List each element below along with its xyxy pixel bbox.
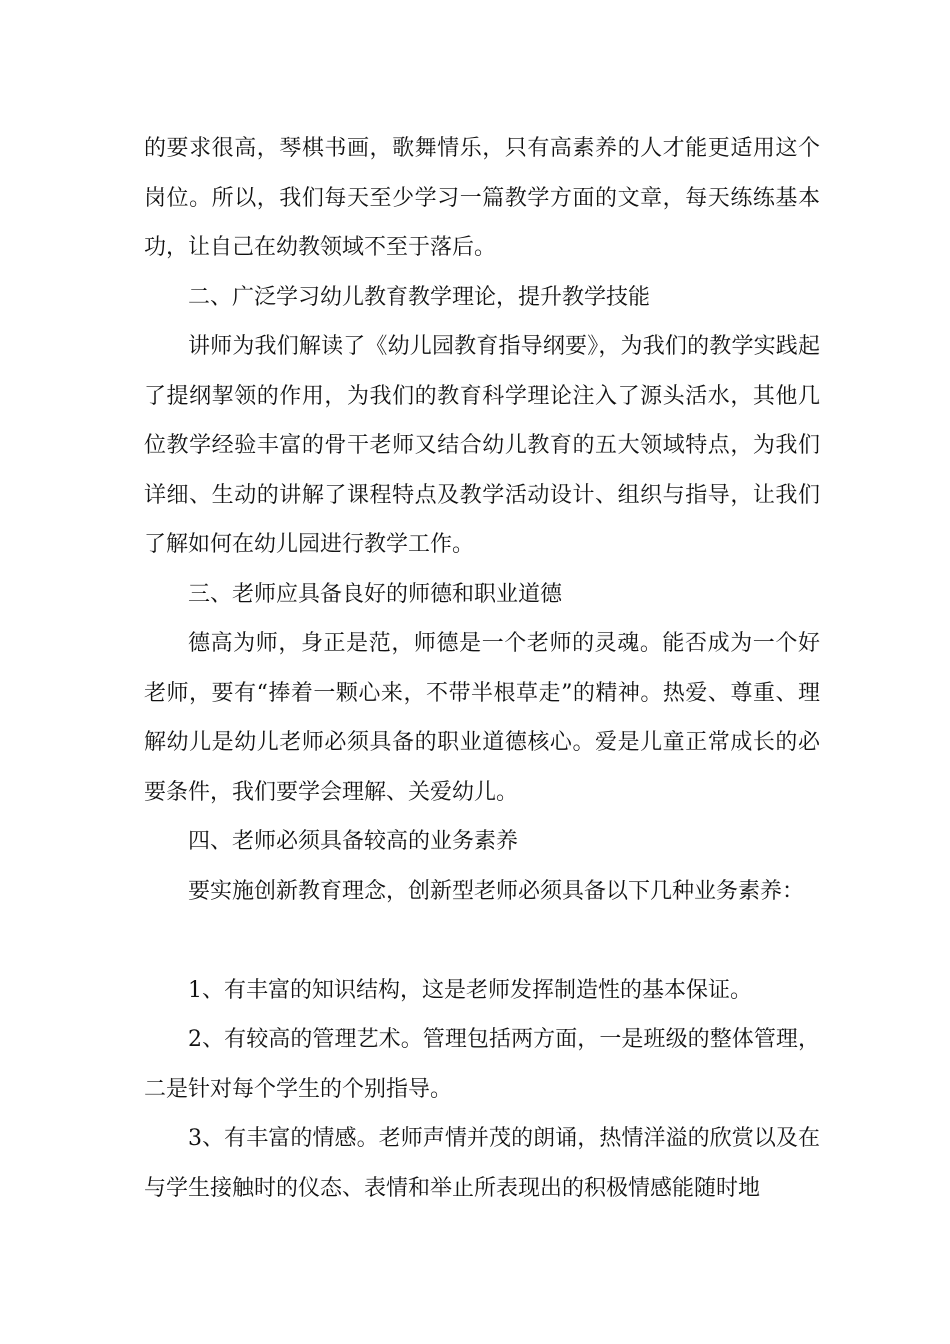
list-item-emotion: 3、有丰富的情感。老师声情并茂的朗诵，热情洋溢的欣赏以及在与学生接触时的仪态、表情和举止所表现出的积极情感能随时地 [144, 1126, 820, 1201]
paragraph-teacher-ethics: 德高为师，身正是范，师德是一个老师的灵魂。能否成为一个好老师，要有“捧着一颗心来，不带半根草走”的精神。热爱、尊重、理解幼儿是幼儿老师必须具备的职业道德核心。爱是儿童正常成长的必要条件，我们要学会理解、关爱幼儿。 [144, 631, 820, 805]
list-item-knowledge: 1、有丰富的知识结构，这是老师发挥制造性的基本保证。 [188, 977, 752, 1003]
paragraph-teaching-theory: 讲师为我们解读了《幼儿园教育指导纲要》，为我们的教学实践起了提纲挈领的作用，为我们的教育科学理论注入了源头活水，其他几位教学经验丰富的骨干老师又结合幼儿教育的五大领域特点，为我们详细、生动的讲解了课程特点及教学活动设计、组织与指导，让我们了解如何在幼儿园进行教学工作。 [144, 334, 820, 557]
blank-line [144, 916, 820, 966]
paragraph-continuation: 的要求很高，琴棋书画，歌舞情乐，只有高素养的人才能更适用这个岗位。所以，我们每天至少学习一篇教学方面的文章，每天练练基本功，让自己在幼教领域不至于落后。 [144, 136, 820, 260]
paragraph-professional-qualities: 要实施创新教育理念，创新型老师必须具备以下几种业务素养： [188, 878, 805, 904]
section-heading-4: 四、老师必须具备较高的业务素养 [188, 829, 519, 854]
section-heading-2: 二、广泛学习幼儿教育教学理论，提升教学技能 [188, 284, 651, 310]
list-item-management: 2、有较高的管理艺术。管理包括两方面，一是班级的整体管理，二是针对每个学生的个别指导。 [144, 1027, 820, 1102]
document-body [144, 124, 820, 1213]
section-heading-3: 三、老师应具备良好的师德和职业道德 [188, 581, 563, 607]
